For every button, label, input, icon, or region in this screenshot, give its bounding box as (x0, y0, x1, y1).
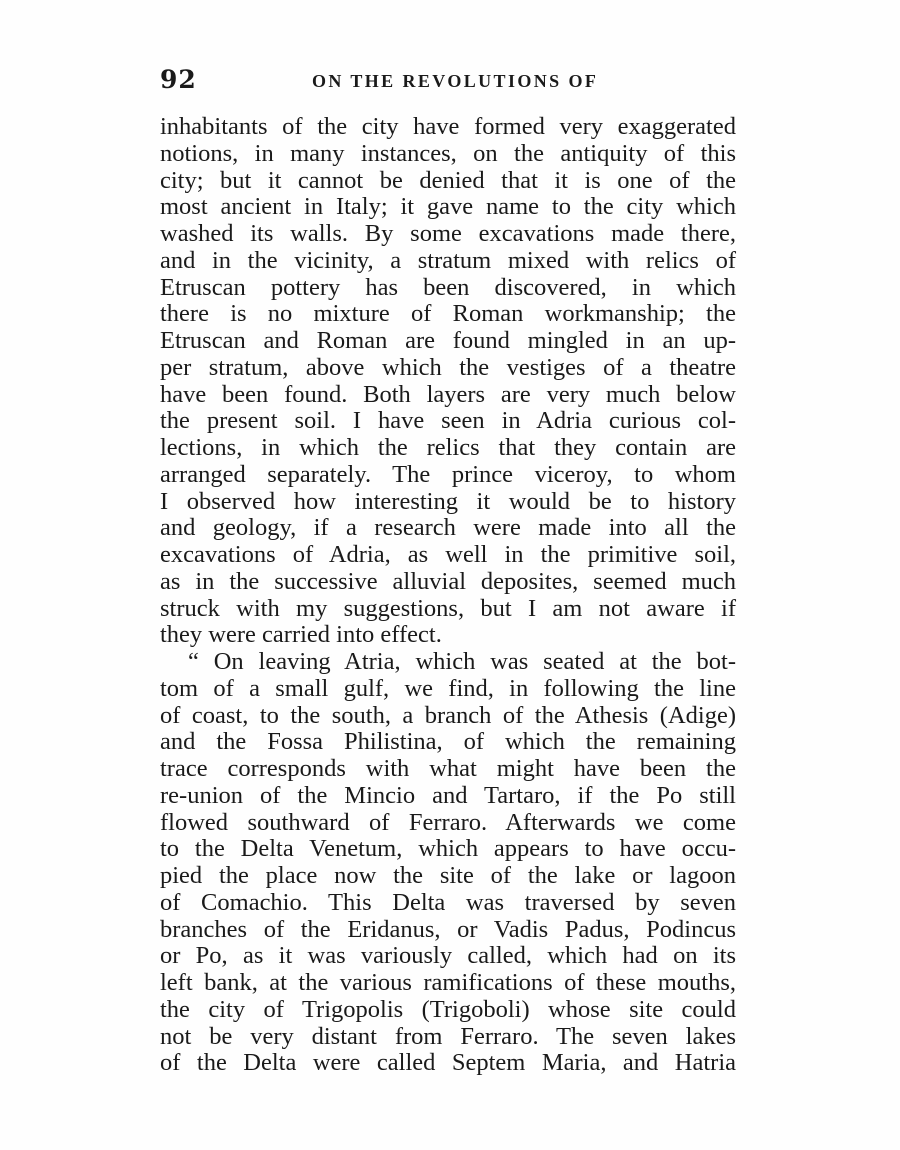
text-line: excavations of Adria, as well in the primitive soil, (160, 541, 736, 568)
text-line: of coast, to the south, a branch of the Athesis (Adige) (160, 701, 736, 729)
text-line: trace corresponds with what might have been the (160, 755, 736, 782)
text-line: of the Delta were called Septem Maria, and Hatria (160, 1049, 736, 1077)
running-title: ON THE REVOLUTIONS OF (312, 71, 599, 91)
text-line: branches of the Eridanus, or Vadis Padus, Podincus (160, 915, 736, 943)
text-line: and in the vicinity, a stratum mixed with relics of (160, 246, 736, 274)
text-line: not be very distant from Ferraro. The seven lakes (160, 1022, 736, 1050)
text-line: to the Delta Venetum, which appears to have occu- (160, 835, 736, 863)
body-text (160, 114, 736, 1077)
text-line: struck with my suggestions, but I am not aware if (160, 594, 736, 622)
text-line: washed its walls. By some excavations made there, (160, 220, 736, 247)
text-line: per stratum, above which the vestiges of a theatre (160, 353, 736, 381)
text-line: flowed southward of Ferraro. Afterwards we come (160, 808, 736, 836)
text-line: there is no mixture of Roman workmanship; the (160, 300, 736, 328)
text-line: pied the place now the site of the lake or lagoon (160, 862, 736, 889)
page-number: 92 (160, 65, 197, 94)
text-line: or Po, as it was variously called, which had on its (160, 942, 736, 970)
paragraph-start-line: “ On leaving Atria, which was seated at the bot- (188, 648, 736, 675)
text-line: city; but it cannot be denied that it is one of the (160, 166, 736, 194)
running-head (160, 64, 736, 96)
text-line: tom of a small gulf, we find, in following the line (160, 674, 736, 702)
text-line: have been found. Both layers are very much below (160, 380, 736, 408)
text-line: lections, in which the relics that they contain are (160, 434, 736, 461)
text-line: of Comachio. This Delta was traversed by seven (160, 888, 736, 916)
text-line: and geology, if a research were made into all the (160, 514, 736, 542)
text-line: re-union of the Mincio and Tartaro, if the Po still (160, 781, 736, 809)
text-line: and the Fossa Philistina, of which the remaining (160, 728, 736, 756)
text-line: left bank, at the various ramifications of these mouths, (160, 969, 736, 996)
paragraph-end-line: they were carried into effect. (160, 621, 442, 649)
text-line: Etruscan and Roman are found mingled in an up- (160, 327, 736, 354)
text-line: the present soil. I have seen in Adria curious col- (160, 407, 736, 435)
text-line: most ancient in Italy; it gave name to the city which (160, 193, 736, 221)
text-line: the city of Trigopolis (Trigoboli) whose site could (160, 995, 736, 1023)
text-line: as in the successive alluvial deposites, seemed much (160, 567, 736, 595)
text-line: I observed how interesting it would be to history (160, 487, 736, 515)
text-line: inhabitants of the city have formed very exaggerated (160, 113, 736, 140)
text-line: arranged separately. The prince viceroy, to whom (160, 460, 736, 488)
text-line: notions, in many instances, on the antiquity of this (160, 139, 736, 167)
text-line: Etruscan pottery has been discovered, in which (160, 273, 736, 301)
